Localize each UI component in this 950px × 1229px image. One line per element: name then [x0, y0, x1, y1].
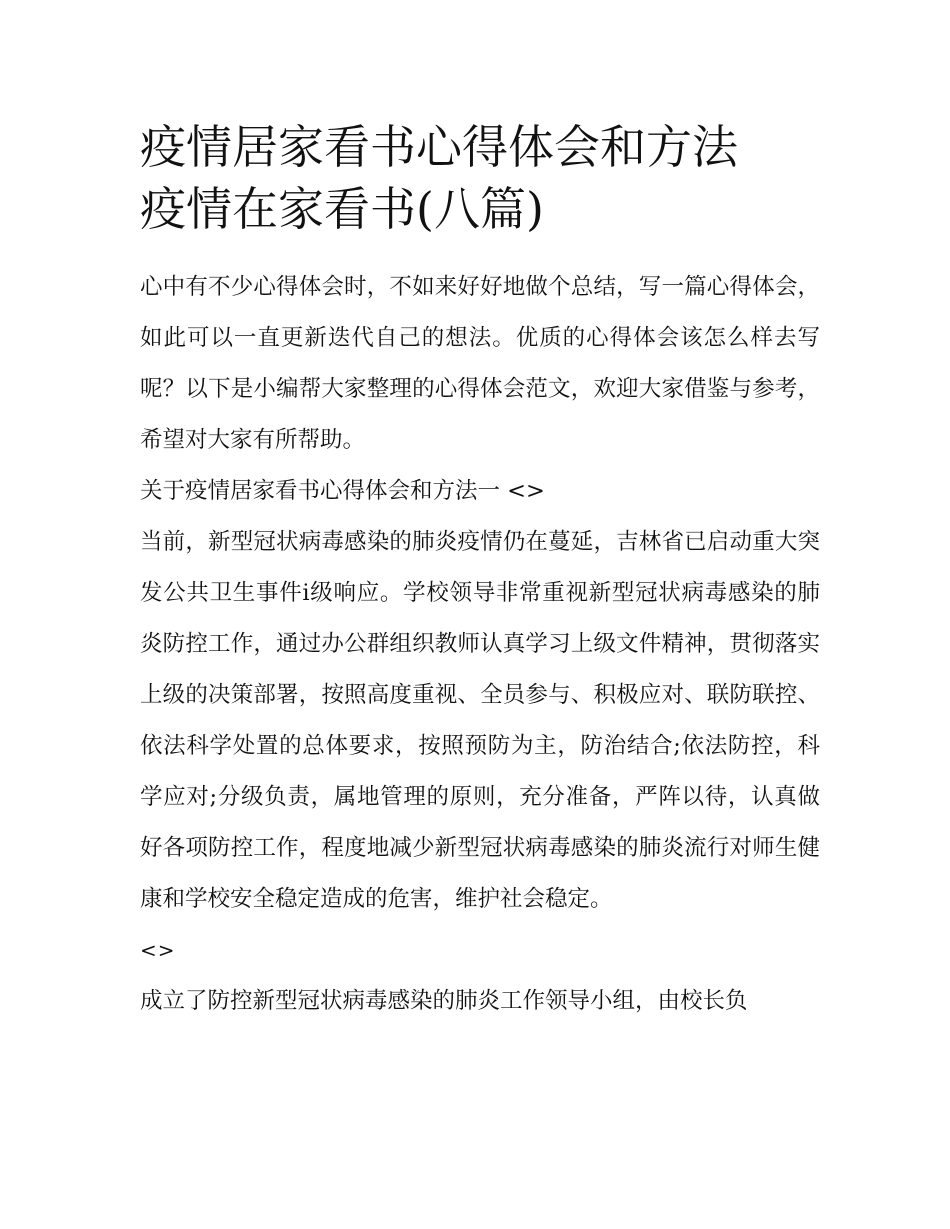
title-line-2: 疫情在家看书(八篇): [140, 182, 544, 236]
document-title: [140, 116, 820, 240]
section-heading: 关于疫情居家看书心得体会和方法一 <>: [140, 478, 545, 504]
document-page: [140, 116, 820, 1027]
body-paragraph-1: 当前，新型冠状病毒感染的肺炎疫情仍在蔓延，吉林省已启动重大突发公共卫生事件ⅰ级响应。学校领导非常重视新型冠状病毒感染的肺炎防控工作，通过办公群组织教师认真学习上级文件精神，贯彻落实上级的决策部署，按照高度重视、全员参与、积极应对、联防联控、依法科学处置的总体要求，按照预防为主，防治结合;依法防控，科学应对;分级负责，属地管理的原则，充分准备，严阵以待，认真做好各项防控工作，程度地减少新型冠状病毒感染的肺炎流行对师生健康和学校安全稳定造成的危害，维护社会稳定。: [140, 529, 820, 912]
section-marker: <>: [140, 938, 176, 962]
title-line-1: 疫情居家看书心得体会和方法: [140, 120, 738, 174]
body-paragraph-2: 成立了防控新型冠状病毒感染的肺炎工作领导小组，由校长负: [140, 988, 748, 1014]
document-body: [140, 262, 820, 1027]
intro-paragraph: 心中有不少心得体会时，不如来好好地做个总结，写一篇心得体会，如此可以一直更新迭代自己的想法。优质的心得体会该怎么样去写呢？以下是小编帮大家整理的心得体会范文，欢迎大家借鉴与参考，希望对大家有所帮助。: [140, 274, 820, 453]
